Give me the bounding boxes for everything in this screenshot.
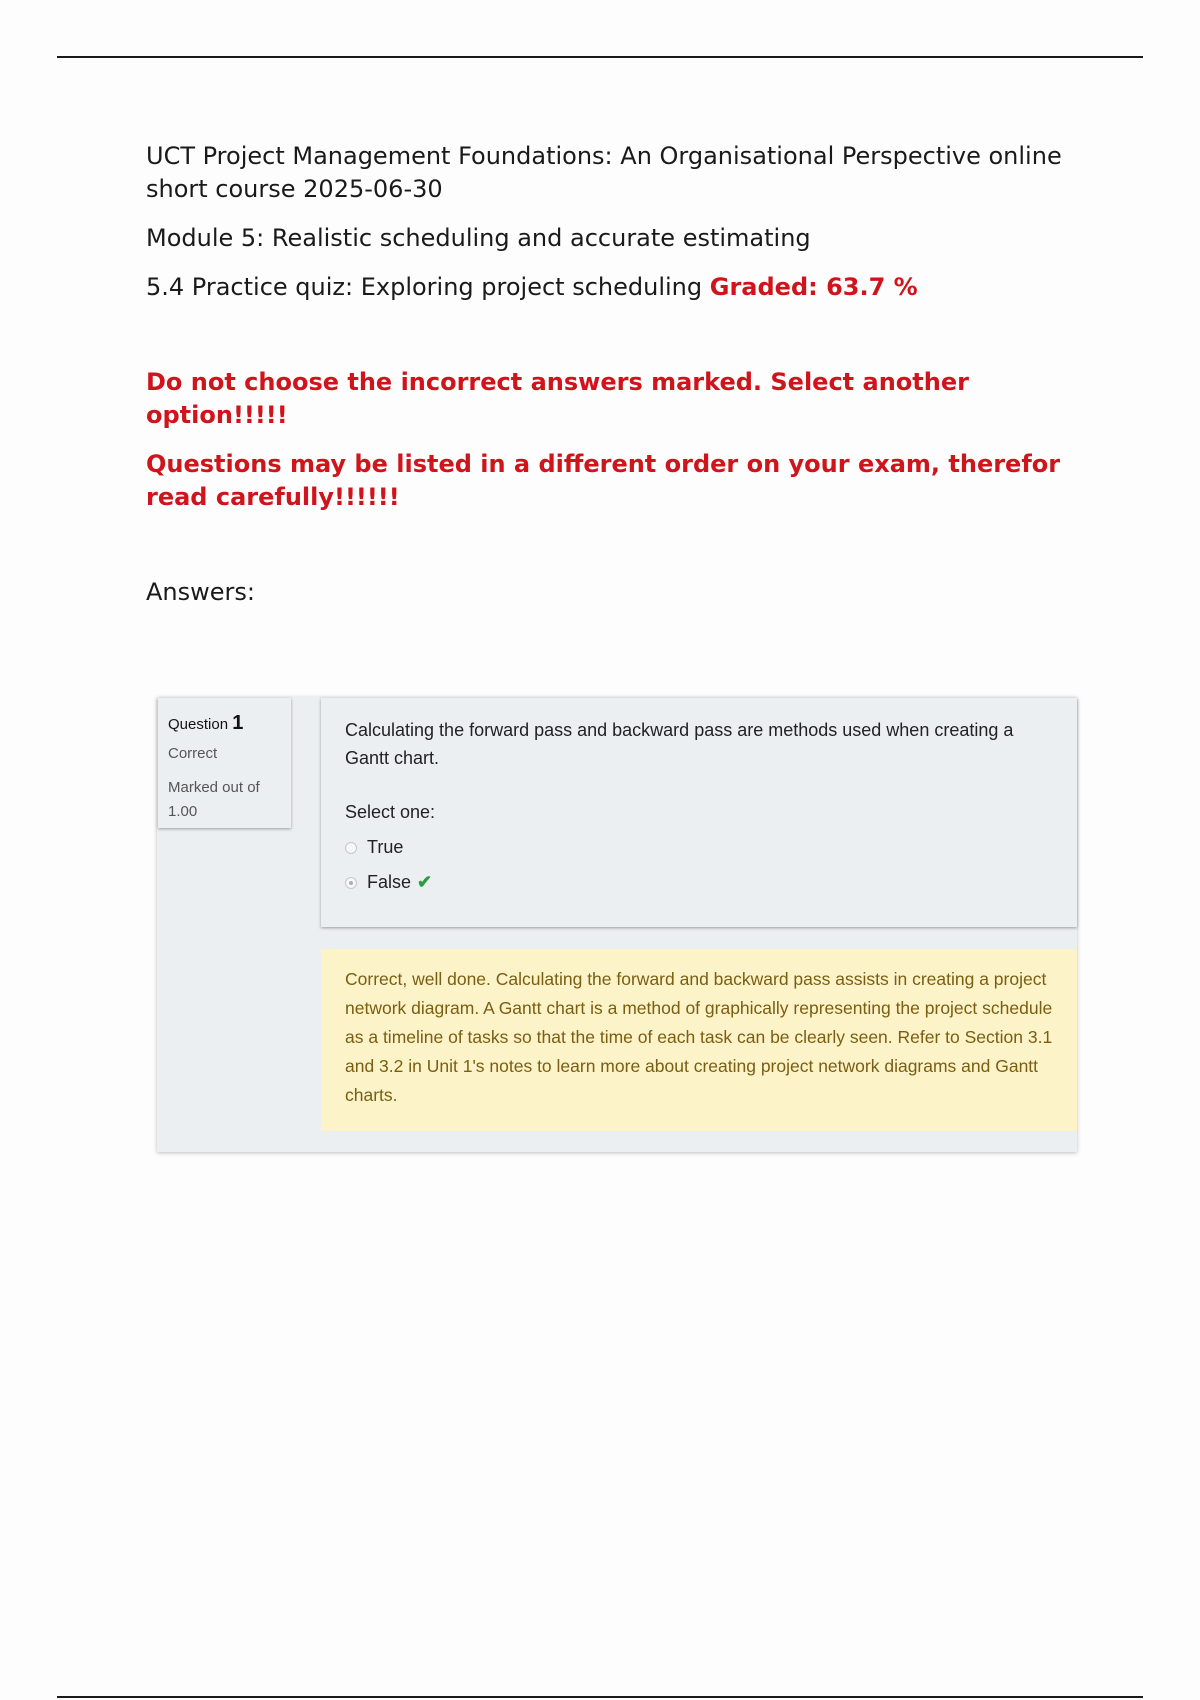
option-true[interactable] xyxy=(345,837,1053,858)
question-heading xyxy=(168,712,281,735)
module-title: Module 5: Realistic scheduling and accurate estimating xyxy=(146,224,811,252)
question-label: Question xyxy=(168,716,229,733)
radio-icon[interactable] xyxy=(345,877,357,889)
question-panel xyxy=(157,697,1077,1152)
question-number: 1 xyxy=(232,712,244,734)
question-content xyxy=(321,698,1077,927)
question-marks: Marked out of 1.00 xyxy=(168,779,260,820)
radio-icon[interactable] xyxy=(345,842,357,854)
warning-question-order: Questions may be listed in a different order on your exam, therefor read carefully!!!!!! xyxy=(146,450,1061,511)
feedback-box: Correct, well done. Calculating the forward and backward pass assists in creating a project network diagram. A Gantt chart is a method of graphically representing the project schedule as a timeline of tasks so that the time of each task can be clearly seen. Refer to Section 3.1 and 3.2 in Unit 1's notes to learn more about creating project network diagrams and Gantt charts. xyxy=(321,949,1077,1131)
answers-label: Answers: xyxy=(146,578,255,606)
top-rule xyxy=(57,56,1143,58)
check-icon: ✔ xyxy=(417,872,433,892)
course-title: UCT Project Management Foundations: An Organisational Perspective online short course 2025-06-30 xyxy=(146,142,1062,203)
graded-score: Graded: 63.7 % xyxy=(709,273,918,301)
select-one-label: Select one: xyxy=(345,802,436,822)
bottom-rule xyxy=(57,1696,1143,1698)
quiz-title-line xyxy=(146,271,1076,304)
question-info-box xyxy=(158,698,291,828)
warning-incorrect-answers: Do not choose the incorrect answers marked. Select another option!!!!! xyxy=(146,368,969,429)
option-false[interactable] xyxy=(345,872,1053,893)
quiz-title: 5.4 Practice quiz: Exploring project scheduling xyxy=(146,273,703,301)
option-false-label: False xyxy=(367,872,412,892)
question-text: Calculating the forward pass and backward pass are methods used when creating a Gantt chart. xyxy=(345,720,1014,768)
question-status: Correct xyxy=(168,745,218,762)
document-body xyxy=(146,140,1076,633)
option-true-label: True xyxy=(367,837,404,857)
